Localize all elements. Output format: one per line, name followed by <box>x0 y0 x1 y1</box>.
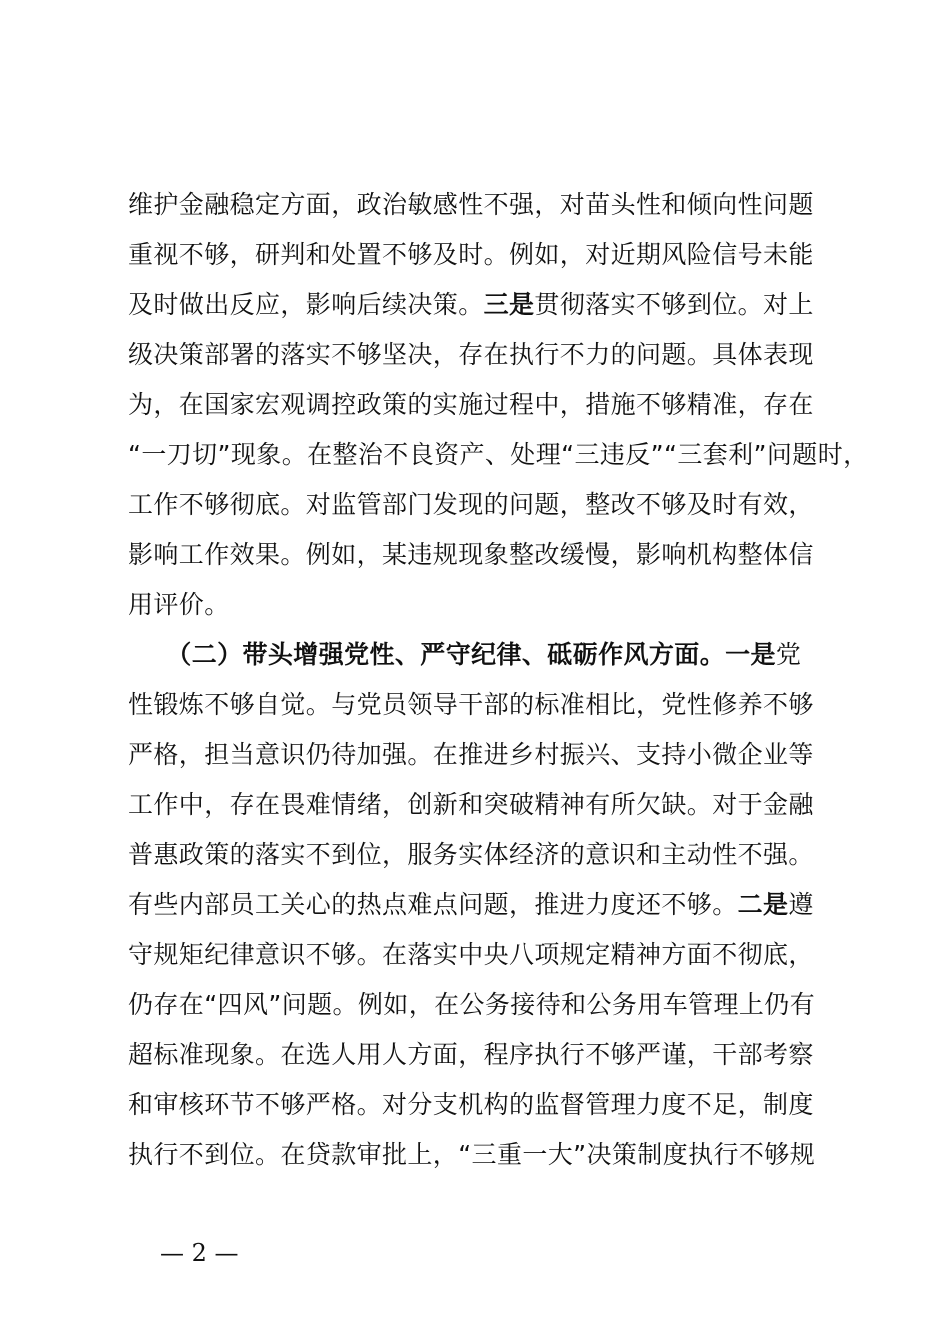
text-line <box>128 1030 838 1080</box>
text-line <box>128 530 838 580</box>
text-line <box>128 780 838 830</box>
text-line <box>128 180 838 230</box>
text-segment: 重视不够，研判和处置不够及时。例如，对近期风险信号未能 <box>128 240 814 269</box>
bold-text-segment: 二是 <box>737 890 789 919</box>
text-line <box>128 480 838 530</box>
body-text <box>128 180 869 1180</box>
text-line <box>128 830 838 880</box>
text-line <box>128 330 838 380</box>
text-segment: “一刀切”现象。在整治不良资产、处理“三违反”“三套利”问题时， <box>128 440 869 469</box>
text-segment: 严格，担当意识仍待加强。在推进乡村振兴、支持小微企业等 <box>128 740 814 769</box>
page-number: — 2 — <box>160 1239 239 1267</box>
text-segment: 性锻炼不够自觉。与党员领导干部的标准相比，党性修养不够 <box>128 690 814 719</box>
text-line <box>128 580 838 630</box>
text-line <box>128 380 838 430</box>
text-line <box>128 230 838 280</box>
text-segment: 超标准现象。在选人用人方面，程序执行不够严谨，干部考察 <box>128 1040 814 1069</box>
text-segment: 有些内部员工关心的热点难点问题，推进力度还不够。 <box>128 890 738 919</box>
text-segment: 维护金融稳定方面，政治敏感性不强，对苗头性和倾向性问题 <box>128 190 814 219</box>
text-line <box>128 730 838 780</box>
text-segment: 用评价。 <box>128 590 230 619</box>
bold-text-segment: （二）带头增强党性、严守纪律、砥砺作风方面。一是 <box>128 640 776 669</box>
bold-text-segment: 三是 <box>483 290 535 319</box>
text-segment: 影响工作效果。例如，某违规现象整改缓慢，影响机构整体信 <box>128 540 814 569</box>
text-line <box>128 880 838 930</box>
text-segment: 为，在国家宏观调控政策的实施过程中，措施不够精准，存在 <box>128 390 814 419</box>
text-segment: 遵 <box>788 890 814 919</box>
text-line <box>128 1080 838 1130</box>
text-segment: 和审核环节不够严格。对分支机构的监督管理力度不足，制度 <box>128 1090 814 1119</box>
text-line <box>128 430 869 480</box>
text-line <box>128 280 838 330</box>
text-line <box>128 680 838 730</box>
text-segment: 工作不够彻底。对监管部门发现的问题，整改不够及时有效， <box>128 490 814 519</box>
text-line <box>128 1130 838 1180</box>
text-segment: 普惠政策的落实不到位，服务实体经济的意识和主动性不强。 <box>128 840 814 869</box>
text-line <box>128 630 838 680</box>
text-segment: 贯彻落实不够到位。对上 <box>534 290 814 319</box>
text-segment: 级决策部署的落实不够坚决，存在执行不力的问题。具体表现 <box>128 340 814 369</box>
text-segment: 守规矩纪律意识不够。在落实中央八项规定精神方面不彻底， <box>128 940 814 969</box>
text-segment: 工作中，存在畏难情绪，创新和突破精神有所欠缺。对于金融 <box>128 790 814 819</box>
text-line <box>128 980 838 1030</box>
text-segment: 仍存在“四风”问题。例如，在公务接待和公务用车管理上仍有 <box>128 990 816 1019</box>
text-line <box>128 930 838 980</box>
text-segment: 执行不到位。在贷款审批上，“三重一大”决策制度执行不够规 <box>128 1140 816 1169</box>
text-segment: 党 <box>775 640 802 669</box>
text-segment: 及时做出反应，影响后续决策。 <box>128 290 484 319</box>
